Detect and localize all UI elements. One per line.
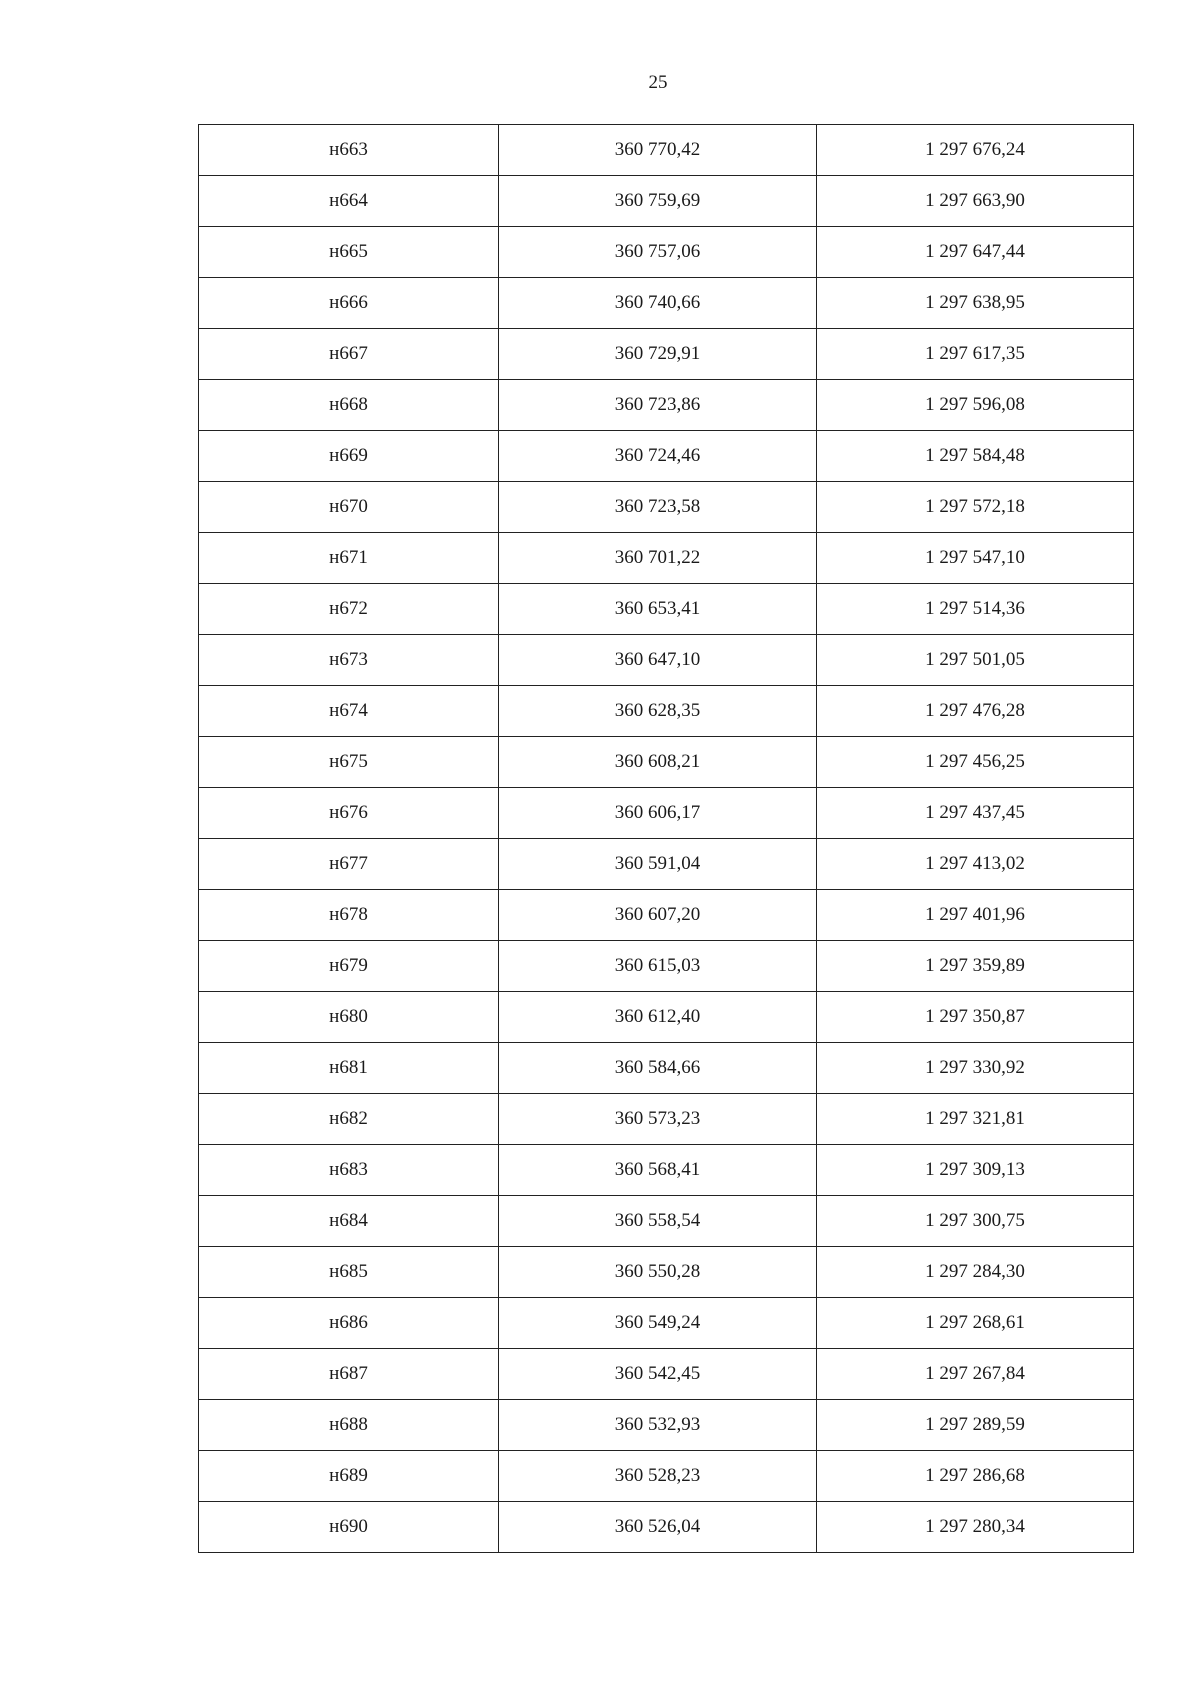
y-coordinate-cell: 1 297 476,28 [817, 686, 1134, 737]
x-coordinate-cell: 360 558,54 [499, 1196, 817, 1247]
table-row [199, 737, 1134, 788]
table-row [199, 125, 1134, 176]
table-row [199, 1247, 1134, 1298]
x-coordinate-cell: 360 770,42 [499, 125, 817, 176]
point-cell: н675 [199, 737, 499, 788]
y-coordinate-cell: 1 297 456,25 [817, 737, 1134, 788]
table-row [199, 992, 1134, 1043]
y-coordinate-cell: 1 297 286,68 [817, 1451, 1134, 1502]
y-coordinate-cell: 1 297 663,90 [817, 176, 1134, 227]
x-coordinate-cell: 360 608,21 [499, 737, 817, 788]
x-coordinate-cell: 360 628,35 [499, 686, 817, 737]
x-coordinate-cell: 360 740,66 [499, 278, 817, 329]
x-coordinate-cell: 360 612,40 [499, 992, 817, 1043]
point-cell: н677 [199, 839, 499, 890]
table-row [199, 176, 1134, 227]
point-cell: н670 [199, 482, 499, 533]
x-coordinate-cell: 360 647,10 [499, 635, 817, 686]
x-coordinate-cell: 360 568,41 [499, 1145, 817, 1196]
point-cell: н663 [199, 125, 499, 176]
x-coordinate-cell: 360 532,93 [499, 1400, 817, 1451]
y-coordinate-cell: 1 297 289,59 [817, 1400, 1134, 1451]
point-cell: н678 [199, 890, 499, 941]
x-coordinate-cell: 360 526,04 [499, 1502, 817, 1553]
point-cell: н674 [199, 686, 499, 737]
point-cell: н687 [199, 1349, 499, 1400]
y-coordinate-cell: 1 297 647,44 [817, 227, 1134, 278]
table-row [199, 533, 1134, 584]
table-row [199, 1502, 1134, 1553]
table-row [199, 635, 1134, 686]
table-row [199, 1349, 1134, 1400]
x-coordinate-cell: 360 701,22 [499, 533, 817, 584]
y-coordinate-cell: 1 297 572,18 [817, 482, 1134, 533]
point-cell: н667 [199, 329, 499, 380]
x-coordinate-cell: 360 573,23 [499, 1094, 817, 1145]
point-cell: н688 [199, 1400, 499, 1451]
x-coordinate-cell: 360 542,45 [499, 1349, 817, 1400]
point-cell: н668 [199, 380, 499, 431]
table-row [199, 788, 1134, 839]
y-coordinate-cell: 1 297 638,95 [817, 278, 1134, 329]
y-coordinate-cell: 1 297 309,13 [817, 1145, 1134, 1196]
table-row [199, 839, 1134, 890]
point-cell: н665 [199, 227, 499, 278]
page-number: 25 [648, 72, 668, 93]
x-coordinate-cell: 360 584,66 [499, 1043, 817, 1094]
table-row [199, 1094, 1134, 1145]
y-coordinate-cell: 1 297 596,08 [817, 380, 1134, 431]
y-coordinate-cell: 1 297 547,10 [817, 533, 1134, 584]
point-cell: н676 [199, 788, 499, 839]
y-coordinate-cell: 1 297 676,24 [817, 125, 1134, 176]
x-coordinate-cell: 360 724,46 [499, 431, 817, 482]
table-row [199, 431, 1134, 482]
x-coordinate-cell: 360 607,20 [499, 890, 817, 941]
y-coordinate-cell: 1 297 350,87 [817, 992, 1134, 1043]
coordinates-table [198, 124, 1134, 1553]
table-row [199, 278, 1134, 329]
point-cell: н672 [199, 584, 499, 635]
y-coordinate-cell: 1 297 284,30 [817, 1247, 1134, 1298]
point-cell: н680 [199, 992, 499, 1043]
coordinates-table-body [199, 125, 1134, 1553]
x-coordinate-cell: 360 723,86 [499, 380, 817, 431]
y-coordinate-cell: 1 297 401,96 [817, 890, 1134, 941]
table-row [199, 1400, 1134, 1451]
x-coordinate-cell: 360 729,91 [499, 329, 817, 380]
point-cell: н690 [199, 1502, 499, 1553]
y-coordinate-cell: 1 297 584,48 [817, 431, 1134, 482]
y-coordinate-cell: 1 297 267,84 [817, 1349, 1134, 1400]
y-coordinate-cell: 1 297 514,36 [817, 584, 1134, 635]
table-row [199, 1196, 1134, 1247]
x-coordinate-cell: 360 549,24 [499, 1298, 817, 1349]
point-cell: н683 [199, 1145, 499, 1196]
point-cell: н679 [199, 941, 499, 992]
table-row [199, 482, 1134, 533]
point-cell: н671 [199, 533, 499, 584]
y-coordinate-cell: 1 297 280,34 [817, 1502, 1134, 1553]
x-coordinate-cell: 360 653,41 [499, 584, 817, 635]
point-cell: н682 [199, 1094, 499, 1145]
table-row [199, 890, 1134, 941]
point-cell: н664 [199, 176, 499, 227]
x-coordinate-cell: 360 528,23 [499, 1451, 817, 1502]
table-row [199, 1451, 1134, 1502]
point-cell: н689 [199, 1451, 499, 1502]
table-row [199, 1043, 1134, 1094]
table-row [199, 227, 1134, 278]
y-coordinate-cell: 1 297 359,89 [817, 941, 1134, 992]
y-coordinate-cell: 1 297 321,81 [817, 1094, 1134, 1145]
x-coordinate-cell: 360 591,04 [499, 839, 817, 890]
point-cell: н666 [199, 278, 499, 329]
table-row [199, 1145, 1134, 1196]
table-row [199, 329, 1134, 380]
point-cell: н685 [199, 1247, 499, 1298]
y-coordinate-cell: 1 297 437,45 [817, 788, 1134, 839]
y-coordinate-cell: 1 297 617,35 [817, 329, 1134, 380]
x-coordinate-cell: 360 615,03 [499, 941, 817, 992]
table-row [199, 941, 1134, 992]
point-cell: н684 [199, 1196, 499, 1247]
x-coordinate-cell: 360 723,58 [499, 482, 817, 533]
y-coordinate-cell: 1 297 501,05 [817, 635, 1134, 686]
x-coordinate-cell: 360 759,69 [499, 176, 817, 227]
x-coordinate-cell: 360 757,06 [499, 227, 817, 278]
y-coordinate-cell: 1 297 413,02 [817, 839, 1134, 890]
point-cell: н686 [199, 1298, 499, 1349]
point-cell: н673 [199, 635, 499, 686]
y-coordinate-cell: 1 297 300,75 [817, 1196, 1134, 1247]
y-coordinate-cell: 1 297 268,61 [817, 1298, 1134, 1349]
point-cell: н681 [199, 1043, 499, 1094]
table-row [199, 1298, 1134, 1349]
point-cell: н669 [199, 431, 499, 482]
table-row [199, 686, 1134, 737]
x-coordinate-cell: 360 606,17 [499, 788, 817, 839]
table-row [199, 584, 1134, 635]
table-row [199, 380, 1134, 431]
x-coordinate-cell: 360 550,28 [499, 1247, 817, 1298]
y-coordinate-cell: 1 297 330,92 [817, 1043, 1134, 1094]
